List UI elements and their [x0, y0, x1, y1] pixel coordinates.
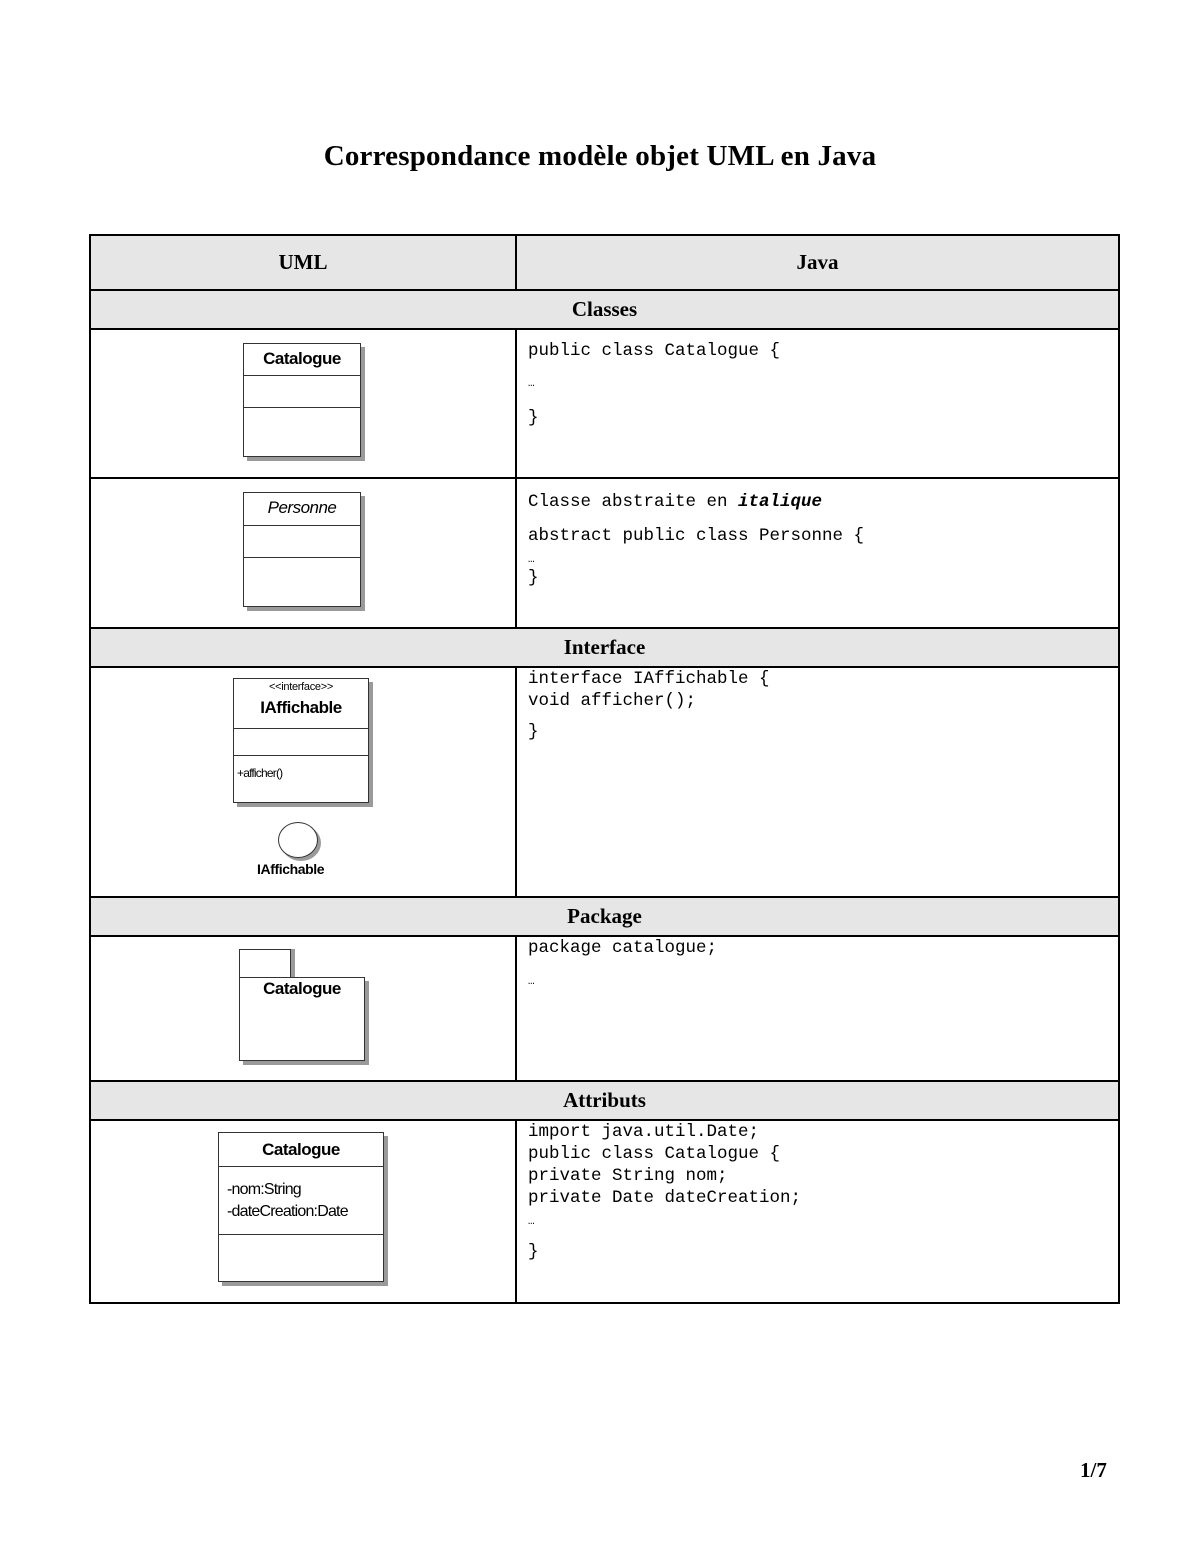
java-code-line: public class Catalogue {: [528, 1144, 781, 1164]
uml-class-name: Catalogue: [244, 344, 360, 376]
uml-interface-name: IAffichable: [260, 698, 342, 717]
uml-cell-abstract-class: [90, 478, 516, 628]
uml-java-mapping-table: [89, 234, 1120, 1304]
java-note-italic-word: italique: [738, 492, 823, 512]
uml-cell-class: [90, 329, 516, 478]
java-code-line: private Date dateCreation;: [528, 1188, 802, 1208]
java-code-ellipsis: …: [528, 378, 535, 390]
uml-package-name: Catalogue: [263, 979, 341, 998]
java-code-line: interface IAffichable {: [528, 669, 770, 689]
uml-attribute: -dateCreation:Date: [227, 1203, 348, 1220]
uml-operations-compartment: [244, 408, 360, 454]
java-cell-attributes: [516, 1120, 1119, 1303]
section-title-interface: Interface: [90, 628, 1119, 667]
java-code-line: private String nom;: [528, 1166, 728, 1186]
section-title-package: Package: [90, 897, 1119, 936]
java-code-ellipsis: …: [528, 1216, 535, 1228]
uml-attributes-compartment: [244, 376, 360, 408]
java-cell-class: [516, 329, 1119, 478]
package-tab: [239, 949, 291, 978]
interface-lollipop-icon: [278, 822, 318, 858]
java-code-line: }: [528, 568, 539, 588]
uml-interface-diagram: [233, 678, 369, 803]
uml-class-with-attributes: [218, 1132, 384, 1282]
uml-attributes-compartment: [219, 1167, 383, 1235]
java-code-line: }: [528, 722, 539, 742]
uml-class-diagram: [243, 343, 361, 457]
document-title: Correspondance modèle objet UML en Java: [323, 140, 877, 172]
uml-operations-compartment: [234, 756, 368, 800]
section-row-attributs: [90, 1081, 1119, 1120]
uml-class-name: Catalogue: [219, 1133, 383, 1167]
table-row: [90, 936, 1119, 1081]
java-cell-abstract-class: [516, 478, 1119, 628]
uml-cell-interface: [90, 667, 516, 897]
java-code-line: abstract public class Personne {: [528, 526, 865, 546]
column-header-java: Java: [516, 235, 1119, 290]
section-row-classes: [90, 290, 1119, 329]
java-code-line: void afficher();: [528, 691, 697, 711]
uml-cell-attributes: [90, 1120, 516, 1303]
uml-operation: +afficher(): [237, 766, 283, 780]
java-code-line: }: [528, 408, 539, 428]
page-number: 1/7: [1080, 1458, 1107, 1482]
table-row: [90, 667, 1119, 897]
uml-operations-compartment: [244, 558, 360, 604]
uml-cell-package: [90, 936, 516, 1081]
uml-attributes-compartment: [234, 729, 368, 756]
java-code-line: import java.util.Date;: [528, 1122, 760, 1142]
java-note: [528, 491, 822, 513]
table-row: [90, 1120, 1119, 1303]
java-note-text: Classe abstraite en: [528, 492, 739, 512]
java-code-ellipsis: …: [528, 554, 535, 566]
table-row: [90, 329, 1119, 478]
uml-stereotype: <<interface>>: [269, 681, 333, 693]
table-header-row: [90, 235, 1119, 290]
java-code-line: public class Catalogue {: [528, 341, 781, 361]
java-cell-package: [516, 936, 1119, 1081]
java-cell-interface: [516, 667, 1119, 897]
table-row: [90, 478, 1119, 628]
uml-abstract-class-diagram: [243, 492, 361, 607]
lollipop-label: IAffichable: [257, 861, 325, 877]
uml-package-diagram: [239, 977, 365, 1061]
uml-class-name: Personne: [244, 493, 360, 526]
uml-attribute: -nom:String: [227, 1181, 301, 1198]
uml-interface-header: [234, 679, 368, 729]
java-code-line: package catalogue;: [528, 938, 718, 958]
java-code-ellipsis: …: [528, 976, 535, 988]
section-title-attributs: Attributs: [90, 1081, 1119, 1120]
section-title-classes: Classes: [90, 290, 1119, 329]
uml-attributes-compartment: [244, 526, 360, 558]
section-row-interface: [90, 628, 1119, 667]
uml-operations-compartment: [219, 1235, 383, 1279]
java-code-line: }: [528, 1242, 539, 1262]
section-row-package: [90, 897, 1119, 936]
column-header-uml: UML: [90, 235, 516, 290]
